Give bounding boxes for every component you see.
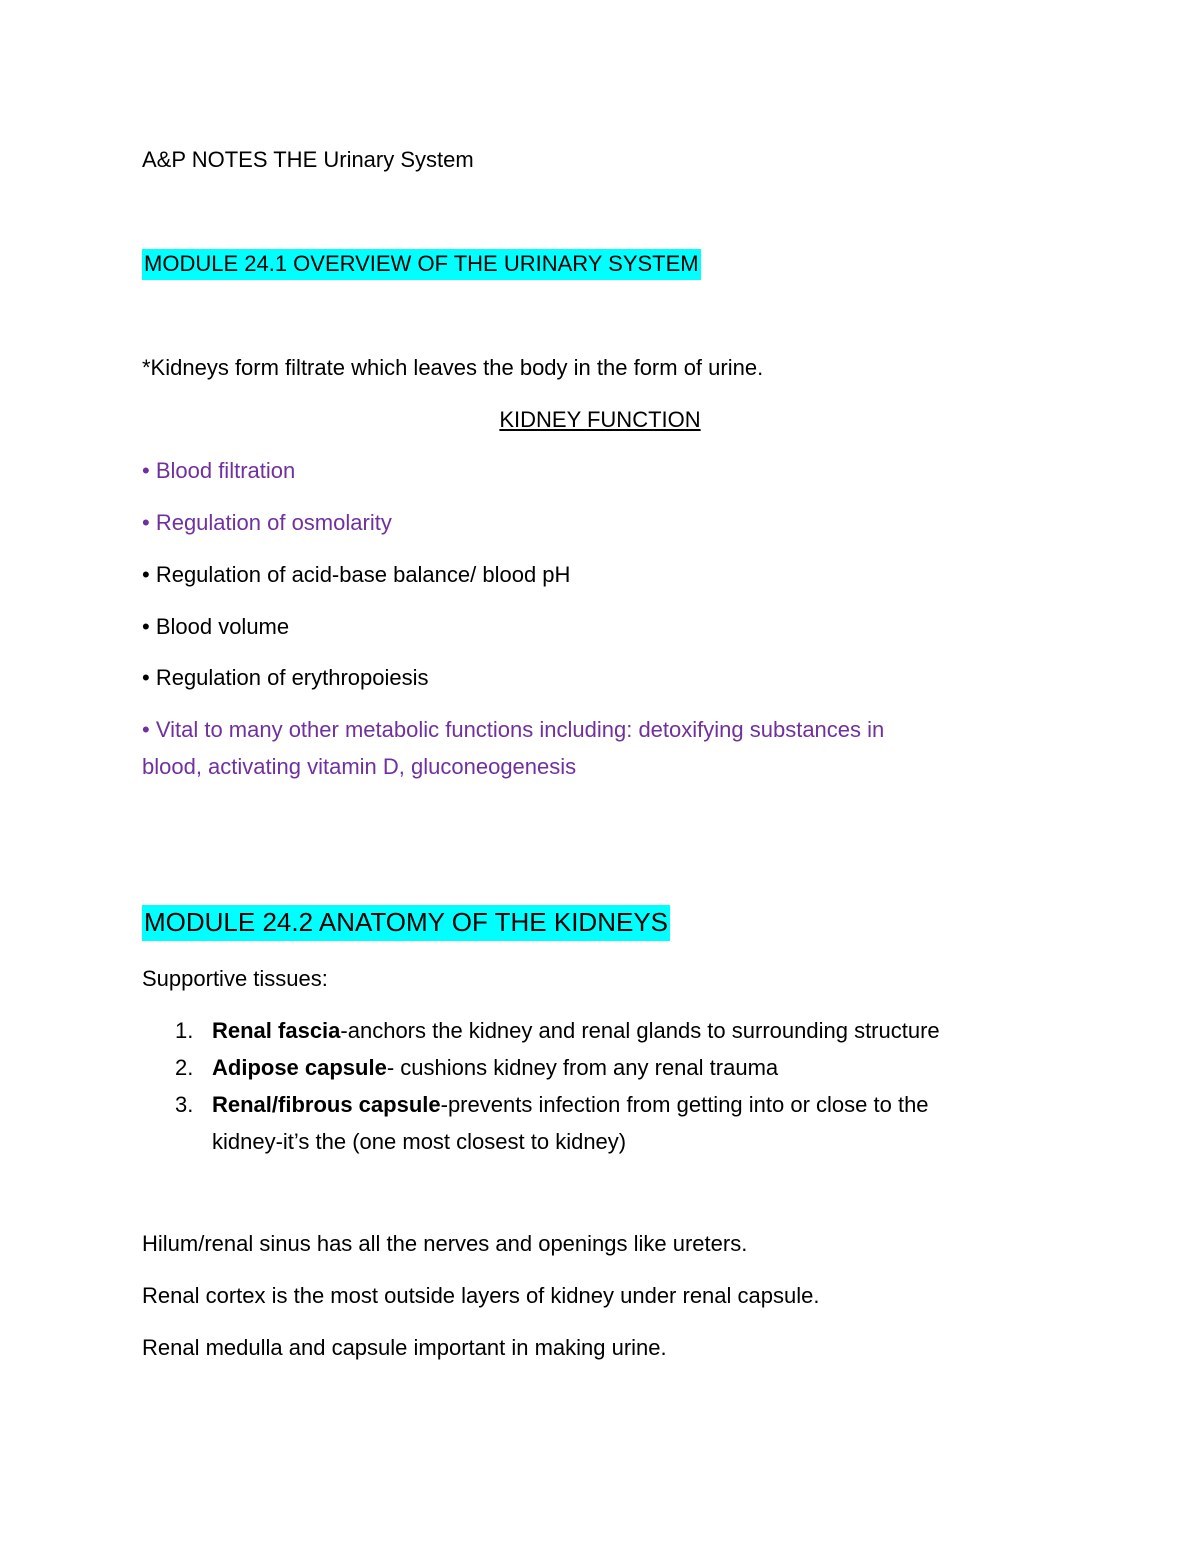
kidney-function-heading-text: KIDNEY FUNCTION (499, 407, 701, 432)
module-24-2-heading-text: MODULE 24.2 ANATOMY OF THE KIDNEYS (142, 905, 670, 941)
list-term: Adipose capsule (212, 1055, 387, 1080)
document-title: A&P NOTES THE Urinary System (142, 147, 474, 172)
list-number: 3. (175, 1092, 194, 1117)
list-item (142, 1049, 940, 1086)
list-desc: - cushions kidney from any renal trauma (386, 1055, 779, 1080)
list-item (142, 1012, 940, 1049)
bullet-item: • Blood filtration (142, 458, 296, 483)
module-24-2-heading (142, 908, 670, 938)
module-24-1-heading-text: MODULE 24.1 OVERVIEW OF THE URINARY SYSTEM (142, 249, 701, 280)
list-item-continuation: kidney-it’s the (one most closest to kidney) (212, 1129, 627, 1154)
bullet-item-line-1: • Vital to many other metabolic functions including: detoxifying substances in (142, 717, 885, 742)
bullet-item-line-2: blood, activating vitamin D, gluconeogenesis (142, 754, 577, 779)
bullet-item: • Regulation of acid-base balance/ blood pH (142, 562, 571, 587)
kidney-function-heading (0, 406, 1200, 434)
supportive-tissues-list (142, 1012, 940, 1160)
intro-text: *Kidneys form filtrate which leaves the body in the form of urine. (142, 355, 764, 380)
paragraph: Hilum/renal sinus has all the nerves and openings like ureters. (142, 1231, 748, 1256)
paragraph: Renal medulla and capsule important in making urine. (142, 1335, 667, 1360)
paragraph: Renal cortex is the most outside layers of kidney under renal capsule. (142, 1283, 820, 1308)
list-term: Renal fascia (212, 1018, 341, 1043)
list-item (142, 1086, 940, 1123)
bullet-item: • Regulation of osmolarity (142, 510, 392, 535)
list-term: Renal/fibrous capsule (212, 1092, 441, 1117)
list-desc: -prevents infection from getting into or close to the (440, 1092, 929, 1117)
supportive-tissues-label: Supportive tissues: (142, 966, 328, 991)
module-24-1-heading (142, 250, 701, 278)
list-desc: -anchors the kidney and renal glands to surrounding structure (340, 1018, 940, 1043)
list-number: 1. (175, 1018, 194, 1043)
list-number: 2. (175, 1055, 194, 1080)
bullet-item: • Blood volume (142, 614, 290, 639)
bullet-item: • Regulation of erythropoiesis (142, 665, 429, 690)
